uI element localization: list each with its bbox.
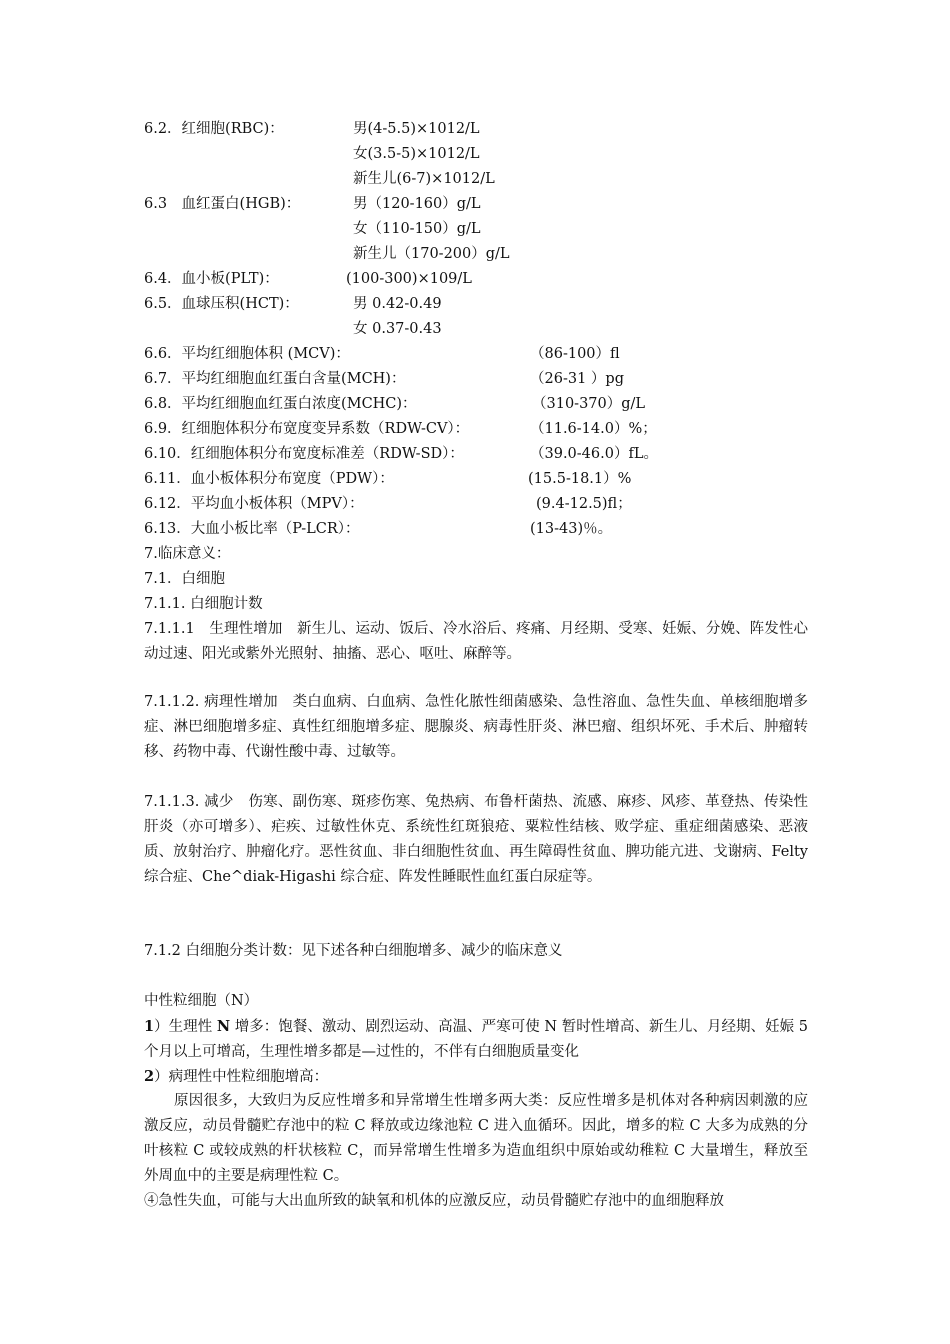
- ref-label: 6.4．血小板(PLT)：: [144, 271, 279, 287]
- text-run: 增多：饱餐、激动、剧烈运动、高温、严寒可使 N 暂时性增高、新生儿、月经期、妊娠 5 个月以上可增高，生理性增多都是—过性的，不伴有白细胞质量变化: [144, 1019, 808, 1060]
- list-number: 2: [144, 1068, 155, 1085]
- ref-value: （39.0-46.0）fL。: [530, 446, 658, 462]
- list-number: 1: [144, 1018, 155, 1035]
- text-run: ）病理性中性粒细胞增高：: [154, 1069, 329, 1085]
- ref-label: 6.8．平均红细胞血红蛋白浓度(MCHC)：: [144, 396, 417, 412]
- ref-label: 6.5．血球压积(HCT)：: [144, 296, 299, 312]
- ref-label: 6.11．血小板体积分布宽度（PDW）：: [144, 471, 394, 487]
- paragraph-pathological-increase: 7.1.1.2. 病理性增加 类白血病、白血病、急性化脓性细菌感染、急性溶血、急性失血、单核细胞增多症、淋巴细胞增多症、真性红细胞增多症、腮腺炎、病毒性肝炎、淋巴瘤、组织坏死、手术后、肿瘤转移、药物中毒、代谢性酸中毒、过敏等。: [144, 694, 808, 760]
- paragraph-differential-count: 7.1.2 白细胞分类计数：见下述各种白细胞增多、减少的临床意义: [144, 943, 563, 959]
- ref-value: (15.5-18.1）%: [528, 471, 632, 487]
- ref-value: （26-31 ）pg: [530, 371, 624, 387]
- ref-value: 男 0.42-0.49: [353, 296, 442, 312]
- ref-value: （11.6-14.0）%；: [530, 421, 657, 437]
- ref-label: 6.12．平均血小板体积（MPV）：: [144, 496, 364, 512]
- ref-value: 女（110-150）g/L: [353, 221, 481, 237]
- ref-value: 男（120-160）g/L: [353, 196, 481, 212]
- heading-leukocyte: 7.1．白细胞: [144, 571, 226, 587]
- paragraph-decrease: 7.1.1.3. 减少 伤寒、副伤寒、斑疹伤寒、兔热病、布鲁杆菌热、流感、麻疹、风疹、革登热、传染性肝炎（亦可增多）、疟疾、过敏性休克、系统性红斑狼疮、粟粒性结核、败学症、重症细菌感染、恶液质、放射治疗、肿瘤化疗。恶性贫血、非白细胞性贫血、再生障碍性贫血、脾功能亢进、戈谢病、Felty 综合症、Che^diak-Higashi 综合症、阵发性睡眠性血红蛋白尿症等。: [144, 794, 808, 885]
- paragraph-acute-blood-loss: ④急性失血，可能与大出血所致的缺氧和机体的应激反应，动员骨髓贮存池中的血细胞释放: [144, 1193, 724, 1209]
- ref-label: 6.9．红细胞体积分布宽度变异系数（RDW-CV）：: [144, 421, 470, 437]
- text-bold: N: [216, 1018, 231, 1035]
- heading-neutrophil-pathological: [144, 1064, 328, 1089]
- ref-value: 女(3.5-5)×1012/L: [353, 146, 480, 162]
- paragraph-neutrophil-physiological: [144, 1014, 808, 1065]
- ref-label: 6.7．平均红细胞血红蛋白含量(MCH)：: [144, 371, 406, 387]
- ref-label: 6.10．红细胞体积分布宽度标准差（RDW-SD）：: [144, 446, 464, 462]
- heading-wbc-count: 7.1.1. 白细胞计数: [144, 596, 263, 612]
- ref-value: 男(4-5.5)×1012/L: [353, 121, 480, 137]
- ref-label: 6.3 血红蛋白(HGB)：: [144, 196, 301, 212]
- ref-label: 6.13．大血小板比率（P-LCR）：: [144, 521, 360, 537]
- ref-label: 6.6．平均红细胞体积 (MCV)：: [144, 346, 350, 362]
- heading-neutrophil: 中性粒细胞（N）: [144, 993, 259, 1009]
- ref-value: 新生儿(6-7)×1012/L: [353, 171, 495, 187]
- ref-value: 新生儿（170-200）g/L: [353, 246, 510, 262]
- ref-value: 女 0.37-0.43: [353, 321, 442, 337]
- ref-value: (13-43)％。: [530, 521, 613, 537]
- ref-value: (9.4-12.5)fl；: [536, 496, 632, 512]
- heading-clinical-significance: 7.临床意义：: [144, 546, 231, 562]
- ref-value: （310-370）g/L: [532, 396, 646, 412]
- paragraph-neutrophil-causes: 原因很多，大致归为反应性增多和异常增生性增多两大类：反应性增多是机体对各种病因刺激的应激反应，动员骨髓贮存池中的粒 C 释放或边缘池粒 C 进入血循环。因此，增多的粒 C 大多为成熟的分叶核粒 C 或较成熟的杆状核粒 C，而异常增生性增多为造血组织中原始或幼稚粒 C 大量增生，释放至外周血中的主要是病理性粒 C。: [144, 1093, 808, 1184]
- ref-label: 6.2．红细胞(RBC)：: [144, 121, 284, 137]
- ref-value: （86-100）fl: [530, 346, 620, 362]
- text-run: ）生理性: [154, 1019, 217, 1035]
- paragraph-physiological-increase: 7.1.1.1 生理性增加 新生儿、运动、饭后、冷水浴后、疼痛、月经期、受寒、妊娠、分娩、阵发性心动过速、阳光或紫外光照射、抽搐、恶心、呕吐、麻醉等。: [144, 621, 808, 662]
- ref-value: (100-300)×109/L: [346, 271, 472, 287]
